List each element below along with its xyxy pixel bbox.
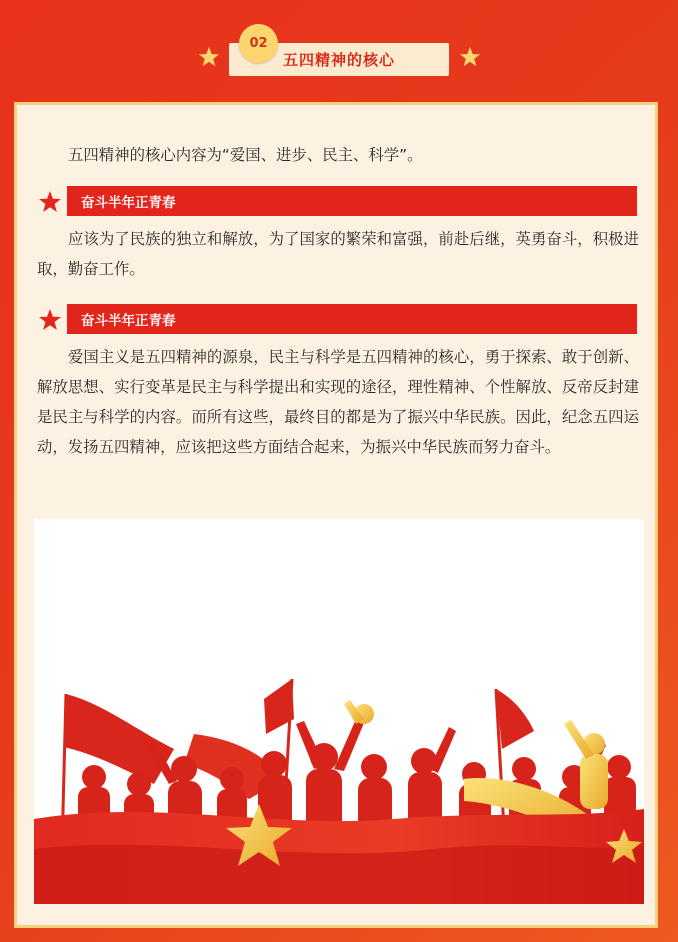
intro-paragraph: 五四精神的核心内容为“爱国、进步、民主、科学”。 [68, 146, 423, 164]
star-icon [38, 190, 62, 214]
star-icon [459, 46, 481, 68]
section-paragraph: 爱国主义是五四精神的源泉，民主与科学是五四精神的核心，勇于探索、敢于创新、解放思想、实行变革是民主与科学提出和实现的途径，理性精神、个性解放、反帝反封建是民主与科学的内容。而所有这些，最终目的都是为了振兴中华民族。因此，纪念五四运动，发扬五四精神，应该把这些方面结合起来，为振兴中华民族而努力奋斗。 [37, 348, 639, 456]
star-icon [198, 46, 220, 68]
section-title: 五四精神的核心 [282, 51, 395, 69]
section-heading-bar [67, 304, 637, 334]
section-heading-bar [67, 186, 637, 216]
star-icon [38, 308, 62, 332]
crowd-flags-illustration [34, 519, 644, 904]
section-paragraph: 应该为了民族的独立和解放，为了国家的繁荣和富强，前赴后继，英勇奋斗，积极进取，勤奋工作。 [37, 230, 639, 278]
crowd-silhouette-image [34, 519, 644, 904]
section-number: 02 [249, 36, 268, 51]
section-number-badge [239, 24, 278, 63]
section-heading: 奋斗半年正青春 [81, 313, 176, 329]
section-heading: 奋斗半年正青春 [81, 195, 176, 211]
